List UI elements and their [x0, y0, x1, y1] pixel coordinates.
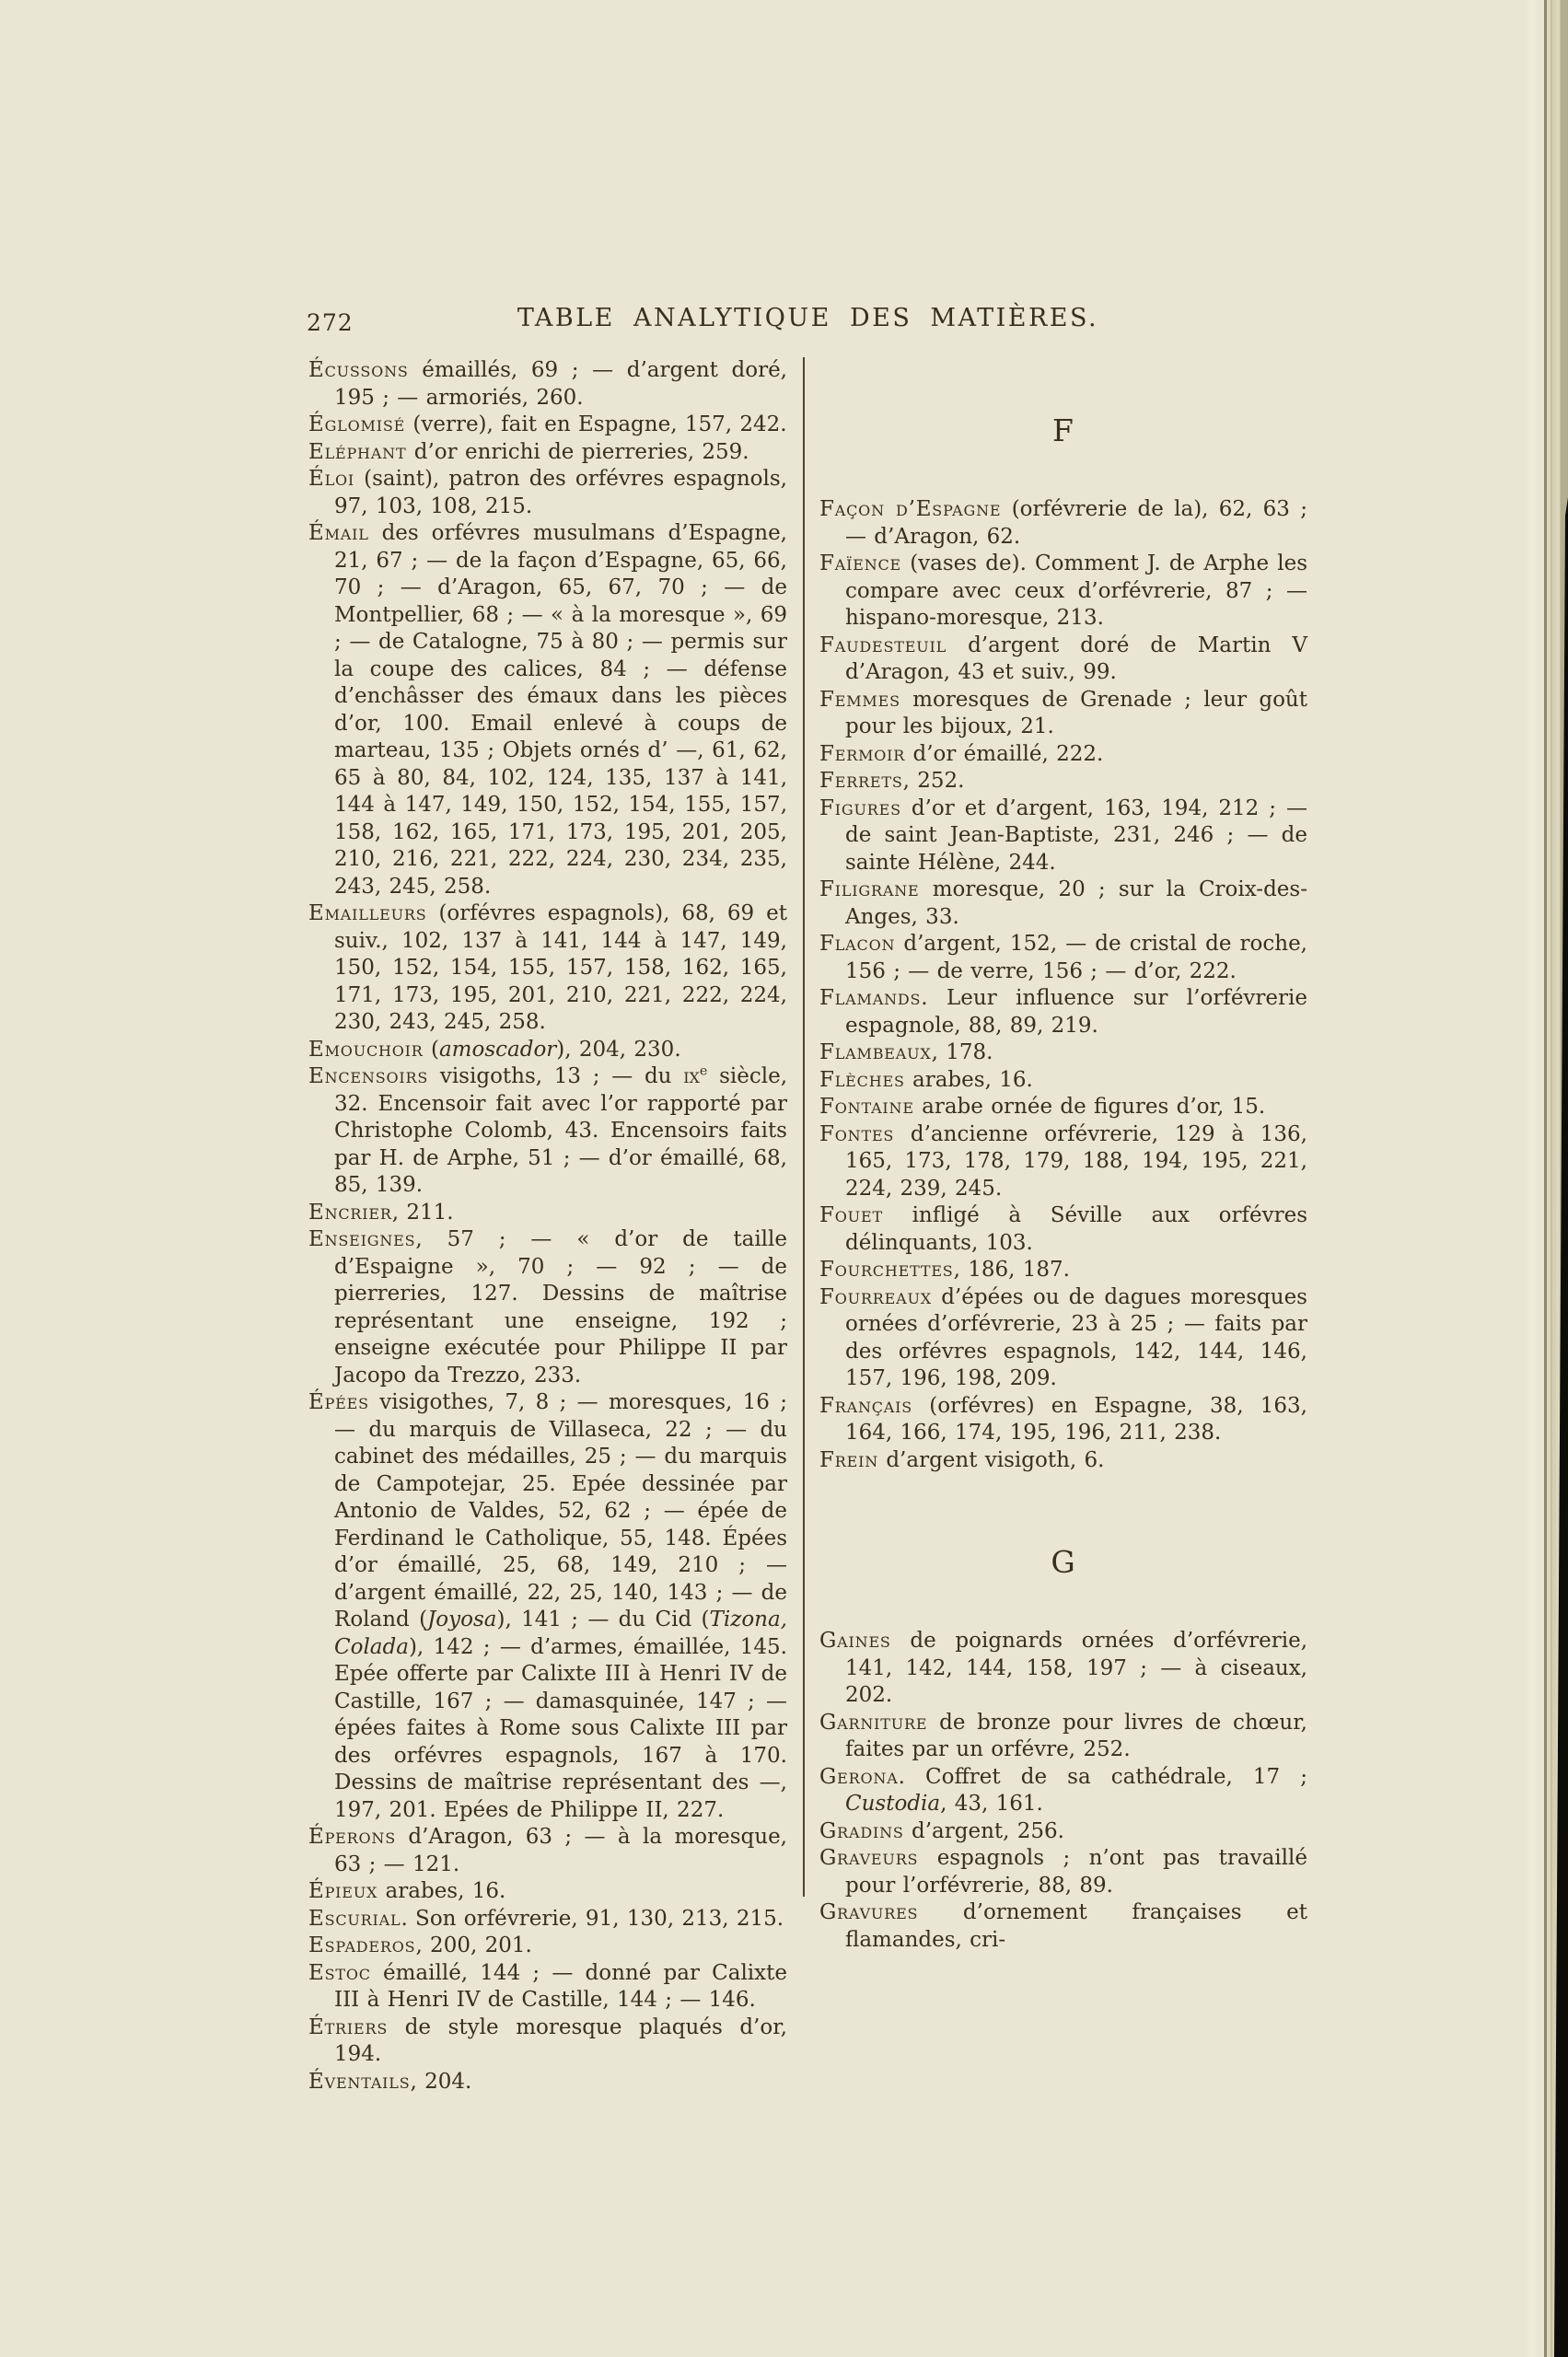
- index-entry: [308, 2069, 787, 2096]
- index-columns: [308, 357, 1307, 2096]
- index-entry: [819, 985, 1307, 1039]
- entry-headword: Garniture: [819, 1710, 928, 1735]
- entry-headword: Emouchoir: [308, 1037, 424, 1062]
- entry-headword: Gerona: [819, 1764, 899, 1789]
- entry-text: (verre), fait en Espagne, 157, 242.: [405, 412, 787, 436]
- index-entry: [819, 687, 1307, 741]
- index-entry: [819, 1393, 1307, 1447]
- entry-headword: Fermoir: [819, 741, 906, 766]
- entry-text: , 178.: [931, 1040, 993, 1064]
- entry-headword: Escurial: [308, 1906, 401, 1931]
- entry-text: arabes, 16.: [377, 1879, 506, 1903]
- index-entry: [819, 1257, 1307, 1284]
- entry-text: infligé à Séville aux orfévres délinquants, 103.: [845, 1203, 1307, 1255]
- entry-italic-text: Joyosa: [427, 1608, 497, 1631]
- entry-headword: Enseignes: [308, 1227, 416, 1251]
- entry-headword: Gradins: [819, 1818, 904, 1843]
- index-entry: [308, 1933, 787, 1960]
- entry-headword: Gaines: [819, 1629, 891, 1653]
- entry-text: (orfévrerie de la), 62, 63 ; — d’Aragon, 62.: [845, 497, 1307, 549]
- entry-text: (orfévres espagnols), 68, 69 et suiv., 102, 137 à 141, 144 à 147, 149, 150, 152, 154, 155, 157, 158, 162, 165, 171, 173, 195, 201, 210, 221, 222, 224, 230, 243, 245, 258.: [334, 901, 787, 1034]
- index-entry: [819, 1094, 1307, 1121]
- index-entry: [308, 439, 787, 467]
- entry-text: d’argent doré de Martin V d’Aragon, 43 et suiv., 99.: [845, 633, 1307, 684]
- index-entry: [308, 1960, 787, 2014]
- section-heading: G: [1051, 1544, 1076, 1580]
- index-entry: [308, 1824, 787, 1878]
- entry-italic-text: Tizona, Colada: [334, 1608, 787, 1659]
- entry-headword: Figures: [819, 795, 901, 820]
- entry-headword: Éperons: [308, 1825, 396, 1849]
- section-heading: F: [1052, 412, 1074, 448]
- index-entry: [308, 1200, 787, 1227]
- index-entry: [819, 1628, 1307, 1710]
- entry-headword: Émail: [308, 521, 369, 545]
- entry-headword: Français: [819, 1393, 913, 1418]
- index-entry: [308, 1037, 787, 1064]
- entry-text: visigoths, 13 ; — du: [428, 1064, 684, 1088]
- entry-headword: Faudesteuil: [819, 633, 947, 657]
- entry-headword: Fontes: [819, 1121, 895, 1146]
- index-entry: [819, 741, 1307, 769]
- entry-text: de bronze pour livres de chœur, faites par un orfévre, 252.: [845, 1710, 1307, 1761]
- index-entry: [308, 466, 787, 520]
- entry-text: ), 142 ; — d’armes, émaillée, 145. Epée offerte par Calixte III à Henri IV de Castille, 167 ; — damasquinée, 147 ; — épées faites à Rome sous Calixte III par des orfévres espagnols, 167 à 170. Dessins de maîtrise représentant des —, 197, 201. Epées de Philippe II, 227.: [334, 1634, 787, 1822]
- entry-smallcaps-text: ix: [683, 1064, 700, 1088]
- entry-text: d’ancienne orfévrerie, 129 à 136, 165, 173, 178, 179, 188, 194, 195, 221, 224, 239, 245.: [845, 1121, 1307, 1201]
- entry-text: moresque, 20 ; sur la Croix-des-Anges, 33.: [845, 877, 1307, 929]
- entry-text: ), 204, 230.: [556, 1037, 681, 1062]
- entry-text: émaillés, 69 ; — d’argent doré, 195 ; — armoriés, 260.: [334, 358, 787, 410]
- index-entry: [819, 1067, 1307, 1095]
- entry-text: d’argent, 152, — de cristal de roche, 156 ; — de verre, 156 ; — d’or, 222.: [845, 932, 1307, 983]
- entry-headword: Fouet: [819, 1203, 883, 1227]
- index-entry: [819, 1818, 1307, 1846]
- page-title: TABLE ANALYTIQUE DES MATIÈRES.: [517, 304, 1099, 332]
- entry-headword: Faïence: [819, 552, 902, 575]
- entry-headword: Flamands: [819, 986, 922, 1010]
- page-number: 272: [307, 309, 354, 336]
- index-entry: [819, 1202, 1307, 1257]
- entry-text: (vases de). Comment J. de Arphe les compare avec ceux d’orfévrerie, 87 ; — hispano-moresque, 213.: [845, 552, 1307, 630]
- entry-italic-text: Custodia: [845, 1792, 941, 1816]
- entry-headword: Fontaine: [819, 1095, 914, 1119]
- entry-text: de poignards ornées d’orfévrerie, 141, 142, 144, 158, 197 ; — à ciseaux, 202.: [845, 1629, 1307, 1707]
- entry-text: , 43, 161.: [940, 1792, 1043, 1816]
- entry-text: , 200, 201.: [415, 1933, 532, 1957]
- entry-headword: Femmes: [819, 687, 900, 712]
- index-entry: [819, 877, 1307, 931]
- entry-headword: Encensoirs: [308, 1064, 429, 1088]
- entry-headword: Ferrets: [819, 769, 903, 793]
- index-entry: [819, 633, 1307, 687]
- index-entry: [819, 1845, 1307, 1899]
- entry-text: , 186, 187.: [953, 1258, 1070, 1282]
- entry-headword: Épées: [308, 1390, 369, 1414]
- entry-headword: Flambeaux: [819, 1040, 932, 1064]
- entry-headword: Étriers: [308, 2014, 389, 2039]
- index-entry: [308, 412, 787, 439]
- entry-text: (saint), patron des orfévres espagnols, 97, 103, 108, 215.: [334, 467, 787, 518]
- entry-headword: Frein: [819, 1447, 879, 1472]
- entry-text: , 211.: [391, 1200, 454, 1225]
- entry-text: . Leur influence sur l’orfévrerie espagnole, 88, 89, 219.: [845, 986, 1307, 1038]
- entry-headword: Fourchettes: [819, 1258, 954, 1282]
- index-entry: [819, 1447, 1307, 1475]
- entry-text: d’ornement françaises et flamandes, cri-: [845, 1900, 1307, 1952]
- entry-headword: Écussons: [308, 358, 409, 382]
- index-entry: [308, 357, 787, 412]
- index-entry: [819, 795, 1307, 877]
- index-entry: [819, 1764, 1307, 1818]
- entry-text: d’argent visigoth, 6.: [878, 1447, 1105, 1472]
- entry-headword: Fourreaux: [819, 1284, 932, 1309]
- index-entry: [308, 520, 787, 900]
- entry-superscript: e: [699, 1063, 708, 1079]
- index-entry: [308, 2014, 787, 2069]
- entry-text: d’Aragon, 63 ; — à la moresque, 63 ; — 121.: [334, 1825, 787, 1876]
- entry-headword: Épieux: [308, 1879, 378, 1903]
- entry-headword: Eléphant: [308, 439, 407, 464]
- entry-text: moresques de Grenade ; leur goût pour les bijoux, 21.: [845, 687, 1307, 738]
- entry-headword: Éloi: [308, 467, 355, 491]
- entry-headword: Encrier: [308, 1200, 392, 1225]
- entry-text: arabes, 16.: [904, 1067, 1033, 1092]
- entry-text: , 252.: [902, 769, 965, 793]
- entry-text: émaillé, 144 ; — donné par Calixte III à Henri IV de Castille, 144 ; — 146.: [334, 1960, 787, 2012]
- entry-text: d’or et d’argent, 163, 194, 212 ; — de saint Jean-Baptiste, 231, 246 ; — de sainte Hélène, 244.: [845, 795, 1307, 875]
- index-entry: [308, 1878, 787, 1906]
- page-edge-highlight: [1525, 0, 1538, 2357]
- entry-text: des orfévres musulmans d’Espagne, 21, 67 ; — de la façon d’Espagne, 65, 66, 70 ; — d’Aragon, 65, 67, 70 ; — de Montpellier, 68 ; — « à la moresque », 69 ; — de Catalogne, 75 à 80 ; — permis sur la coupe des calices, 84 ; — défense d’enchâsser des émaux dans les pièces d’or, 100. Email enlevé à coups de marteau, 135 ; Objets ornés d’ —, 61, 62, 65 à 80, 84, 102, 124, 135, 137 à 141, 144 à 147, 149, 150, 152, 154, 155, 157, 158, 162, 165, 171, 173, 195, 201, 205, 210, 216, 221, 222, 224, 230, 234, 235, 243, 245, 258.: [334, 521, 787, 899]
- entry-text: visigothes, 7, 8 ; — moresques, 16 ; — du marquis de Villaseca, 22 ; — du cabinet des médailles, 25 ; — du marquis de Campotejar, 25. Epée dessinée par Antonio de Valdes, 52, 62 ; — épée de Ferdinand le Catholique, 55, 148. Épées d’or émaillé, 25, 68, 149, 210 ; — d’argent émaillé, 22, 25, 140, 143 ; — de Roland (: [334, 1390, 787, 1631]
- index-entry: [819, 1710, 1307, 1764]
- entry-text: d’or enrichi de pierreries, 259.: [406, 439, 749, 464]
- index-entry: [308, 1063, 787, 1200]
- index-entry: [308, 1906, 787, 1933]
- index-entry: [819, 768, 1307, 795]
- entry-text: (: [423, 1037, 439, 1062]
- entry-text: espagnols ; n’ont pas travaillé pour l’orfévrerie, 88, 89.: [845, 1846, 1307, 1898]
- right-column: [819, 357, 1307, 2096]
- index-entry: [819, 496, 1307, 551]
- index-entry: [819, 1899, 1307, 1954]
- entry-italic-text: amoscador: [438, 1037, 557, 1062]
- entry-headword: Graveurs: [819, 1846, 919, 1870]
- index-entry: [308, 1389, 787, 1824]
- entry-headword: Estoc: [308, 1960, 371, 1985]
- entry-headword: Flacon: [819, 932, 896, 956]
- entry-headword: Emailleurs: [308, 901, 427, 925]
- entry-text: arabe ornée de figures d’or, 15.: [913, 1095, 1266, 1119]
- entry-text: ), 141 ; — du Cid (: [496, 1608, 710, 1631]
- entry-headword: Espaderos: [308, 1933, 416, 1957]
- entry-text: siècle, 32. Encensoir fait avec l’or rapporté par Christophe Colomb, 43. Encensoirs faits par H. de Arphe, 51 ; — d’or émaillé, 68, 85, 139.: [334, 1064, 788, 1197]
- entry-text: (orfévres) en Espagne, 38, 163, 164, 166, 174, 195, 196, 211, 238.: [845, 1393, 1307, 1445]
- index-entry: [819, 1039, 1307, 1067]
- entry-headword: Filigrane: [819, 877, 920, 901]
- entry-text: . Coffret de sa cathédrale, 17 ;: [898, 1764, 1307, 1789]
- entry-text: de style moresque plaqués d’or, 194.: [334, 2014, 787, 2066]
- entry-text: . Son orfévrerie, 91, 130, 213, 215.: [401, 1906, 784, 1931]
- index-entry: [819, 1121, 1307, 1203]
- entry-text: , 57 ; — « d’or de taille d’Espaigne », 70 ; — 92 ; — de pierreries, 127. Dessins de maîtrise représentant une enseigne, 192 ; enseigne exécutée pour Philippe II par Jacopo da Trezzo, 233.: [334, 1227, 787, 1387]
- entry-headword: Flèches: [819, 1067, 905, 1092]
- index-entry: [308, 1226, 787, 1389]
- entry-text: , 204.: [410, 2069, 472, 2094]
- entry-headword: Gravures: [819, 1900, 919, 1924]
- entry-headword: Églomisé: [308, 412, 406, 436]
- entry-text: d’argent, 256.: [903, 1818, 1064, 1843]
- index-entry: [819, 931, 1307, 985]
- left-column: [308, 357, 787, 2096]
- entry-text: d’or émaillé, 222.: [905, 741, 1104, 766]
- entry-text: d’épées ou de dagues moresques ornées d’orfévrerie, 23 à 25 ; — faits par des orfévres espagnols, 142, 144, 146, 157, 196, 198, 209.: [845, 1284, 1307, 1390]
- index-entry: [308, 900, 787, 1037]
- entry-headword: Façon d’Espagne: [819, 497, 1002, 521]
- entry-headword: Éventails: [308, 2069, 411, 2094]
- page-content: [308, 304, 1307, 2096]
- index-entry: [819, 1284, 1307, 1393]
- index-entry: [819, 551, 1307, 633]
- page-header: [308, 304, 1307, 344]
